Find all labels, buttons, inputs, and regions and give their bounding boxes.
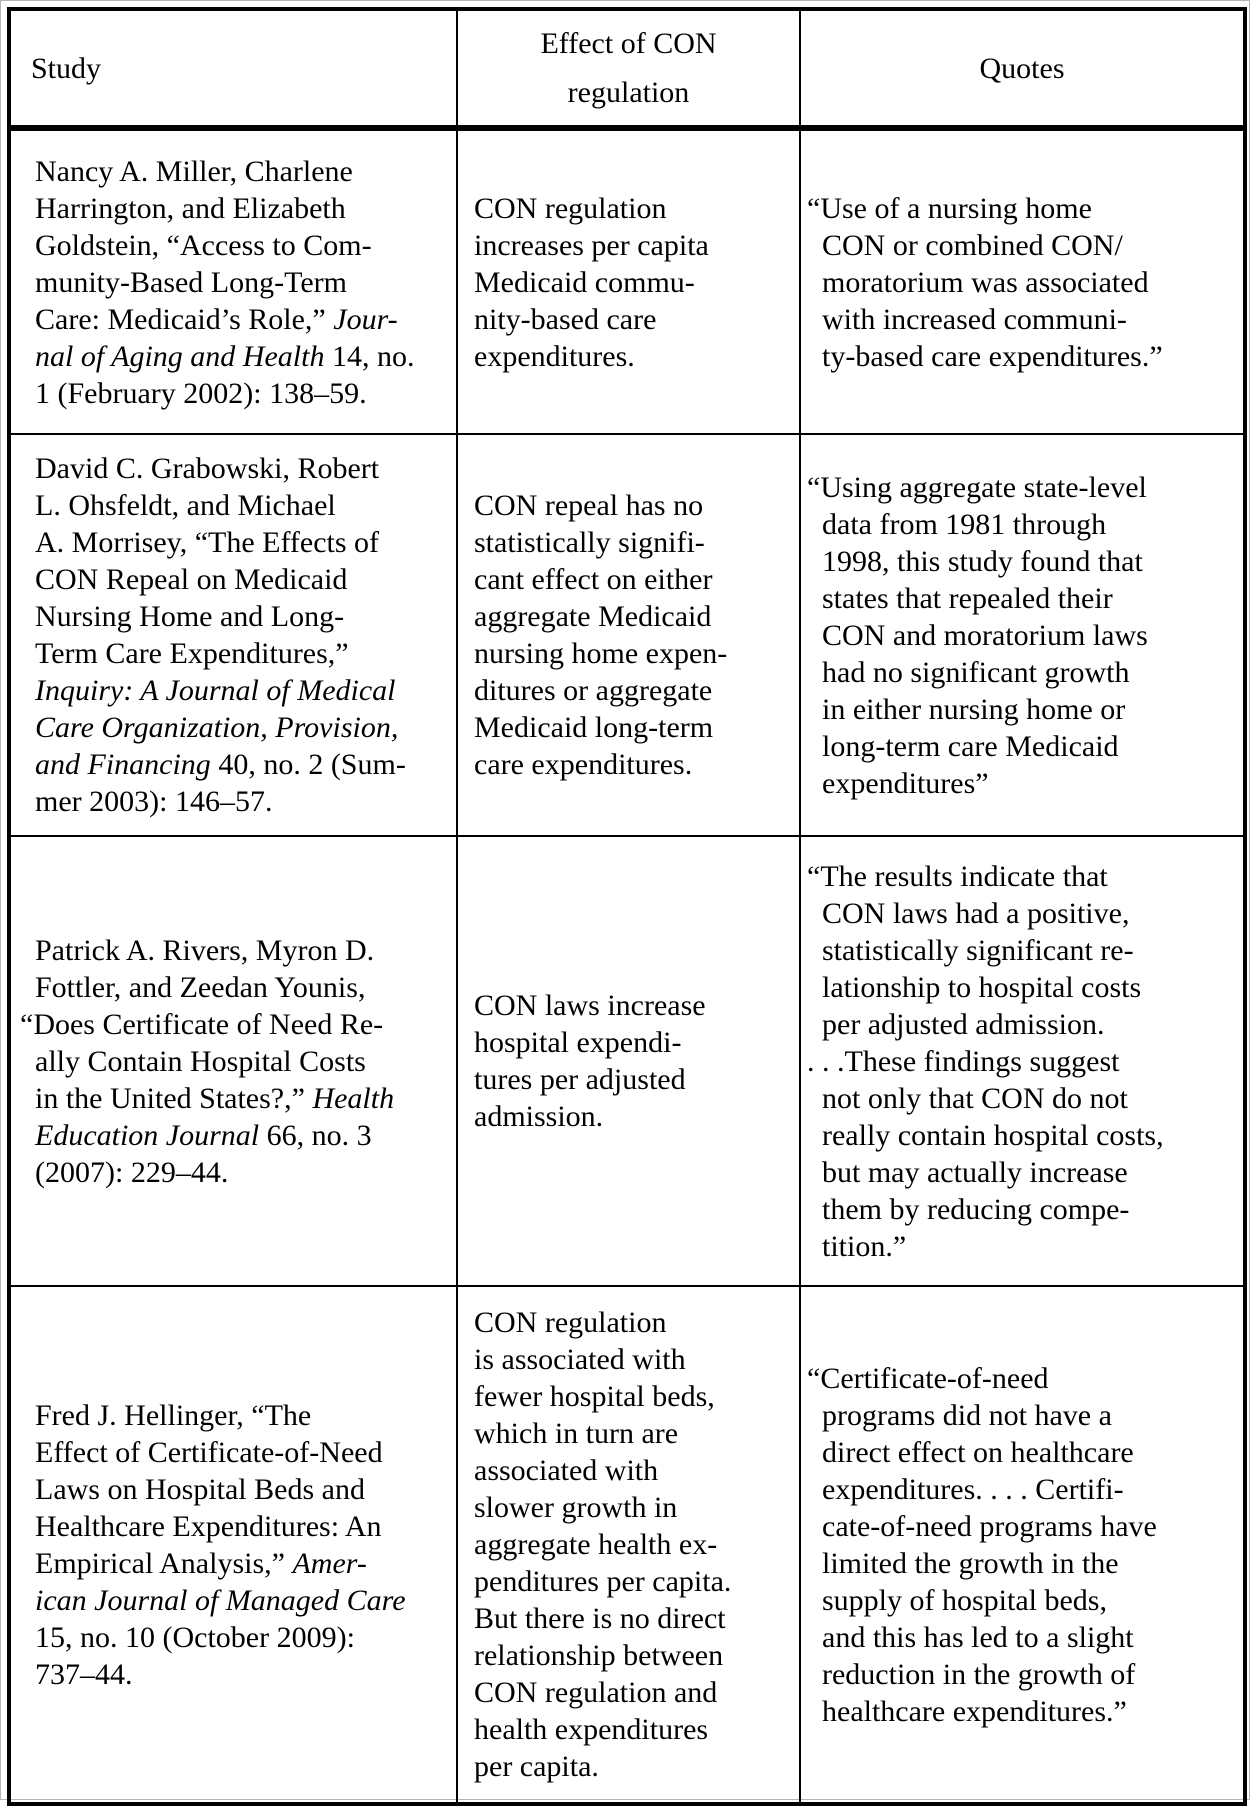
effect-cell: CON regulation is associated with fewer hospital beds, which in turn are associated with slower growth in aggregate health ex- penditures per capita. But there is no direct relationship between CON regulation and health expenditures per capita.	[457, 1286, 800, 1804]
effect-cell: CON repeal has no statistically signifi- cant effect on either aggregate Medicaid nursing home expen- ditures or aggregate Medicaid long-term care expenditures.	[457, 434, 800, 836]
study-cell: Fred J. Hellinger, “The Effect of Certificate-of-Need Laws on Hospital Beds and Healthcare Expenditures: An Empirical Analysis,” Amer- ican Journal of Managed Care 15, no. 10 (October 2009): 737–44.	[9, 1286, 457, 1804]
table-row-grabowski	[9, 434, 1245, 836]
header-effect-line-1: Effect of CON	[540, 27, 717, 60]
con-studies-table	[7, 7, 1247, 1806]
table-row-hellinger	[9, 1286, 1245, 1804]
quotes-cell: “Use of a nursing home CON or combined CON/ moratorium was associated with increased communi- ty-based care expenditures.”	[800, 128, 1245, 434]
study-cell: Nancy A. Miller, Charlene Harrington, and Elizabeth Goldstein, “Access to Com- munity-Based Long-Term Care: Medicaid’s Role,” Jour- nal of Aging and Health 14, no. 1 (February 2002): 138–59.	[9, 128, 457, 434]
quotes-cell: “Using aggregate state-level data from 1981 through 1998, this study found that states that repealed their CON and moratorium laws had no significant growth in either nursing home or long-term care Medicaid expenditures”	[800, 434, 1245, 836]
header-cell-study: Study	[9, 9, 457, 128]
header-cell-quotes: Quotes	[800, 9, 1245, 128]
table-row-miller	[9, 128, 1245, 434]
effect-cell: CON regulation increases per capita Medicaid commu- nity-based care expenditures.	[457, 128, 800, 434]
table-row-rivers	[9, 836, 1245, 1286]
study-cell: David C. Grabowski, Robert L. Ohsfeldt, and Michael A. Morrisey, “The Effects of CON Repeal on Medicaid Nursing Home and Long- Term Care Expenditures,” Inquiry: A Journal of Medical Care Organization, Provision, and Financing 40, no. 2 (Sum- mer 2003): 146–57.	[9, 434, 457, 836]
header-cell-effect	[457, 9, 800, 128]
quotes-cell: “The results indicate that CON laws had a positive, statistically significant re- lationship to hospital costs per adjusted admission. . . .These findings suggest not only that CON do not really contain hospital costs, but may actually increase them by reducing compe- tition.”	[800, 836, 1245, 1286]
table-header-row	[9, 9, 1245, 128]
effect-cell: CON laws increase hospital expendi- tures per adjusted admission.	[457, 836, 800, 1286]
quotes-cell: “Certificate-of-need programs did not have a direct effect on healthcare expenditures. . . . Certifi- cate-of-need programs have limited the growth in the supply of hospital beds, and this has led to a slight reduction in the growth of healthcare expenditures.”	[800, 1286, 1245, 1804]
header-effect-line-2: regulation	[567, 76, 690, 109]
study-cell: Patrick A. Rivers, Myron D. Fottler, and Zeedan Younis, “Does Certificate of Need Re- ally Contain Hospital Costs in the United States?,” Health Education Journal 66, no. 3 (2007): 229–44.	[9, 836, 457, 1286]
